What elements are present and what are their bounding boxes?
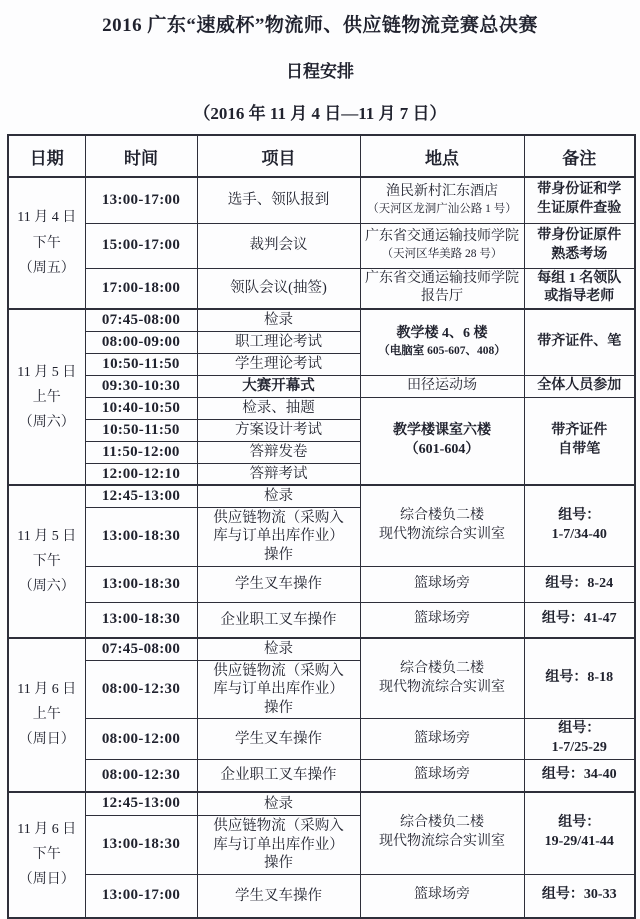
note-line: 组号：41-47 xyxy=(541,611,617,627)
item-line: 大赛开幕式 xyxy=(242,378,315,395)
item-line: 选手、领队报到 xyxy=(227,191,330,208)
date-line: （周六） xyxy=(18,414,75,430)
time-cell: 10:50-11:50 xyxy=(85,353,197,375)
location-subline: （天河区龙洞广汕公路 1 号） xyxy=(367,202,517,215)
item-cell xyxy=(197,375,360,397)
location-line: 篮球场旁 xyxy=(414,575,470,591)
col-header-time: 时间 xyxy=(85,135,197,177)
table-row xyxy=(8,760,635,792)
note-line: 熟悉考场 xyxy=(551,246,608,262)
location-line: 篮球场旁 xyxy=(414,887,470,903)
date-cell xyxy=(8,177,85,309)
item-line: 库与订单出库作业） xyxy=(213,836,344,853)
item-cell xyxy=(197,566,360,602)
item-cell xyxy=(197,485,360,507)
note-line: 带身份证和学 xyxy=(537,182,622,198)
item-cell xyxy=(197,816,360,875)
date-line: （周日） xyxy=(18,872,75,888)
note-line: 组号： xyxy=(558,508,601,524)
time-cell: 08:00-09:00 xyxy=(85,331,197,353)
location-cell xyxy=(360,602,524,638)
note-cell xyxy=(524,792,635,875)
item-line: 学生叉车操作 xyxy=(235,730,322,747)
date-line: 上午 xyxy=(32,389,61,405)
time-cell: 15:00-17:00 xyxy=(85,223,197,268)
item-line: 库与订单出库作业） xyxy=(213,528,344,545)
date-line: 11 月 5 日 xyxy=(17,364,77,380)
note-line: 生证原件查验 xyxy=(537,201,622,217)
time-cell: 13:00-18:30 xyxy=(85,816,197,875)
date-line: 11 月 6 日 xyxy=(17,822,77,838)
item-cell xyxy=(197,331,360,353)
date-line: 11 月 5 日 xyxy=(17,528,77,544)
document-header xyxy=(0,10,640,124)
date-line: 11 月 6 日 xyxy=(17,682,77,698)
time-cell: 08:00-12:00 xyxy=(85,719,197,760)
time-cell: 08:00-12:30 xyxy=(85,760,197,792)
item-line: 学生叉车操作 xyxy=(235,887,322,904)
location-cell xyxy=(360,309,524,375)
item-line: 检录 xyxy=(264,312,293,329)
time-cell: 08:00-12:30 xyxy=(85,660,197,719)
date-line: （周六） xyxy=(18,579,75,595)
date-line: （周五） xyxy=(18,260,75,276)
item-line: 供应链物流（采购入 xyxy=(213,662,344,679)
location-line: 现代物流综合实训室 xyxy=(379,526,505,542)
table-header-row xyxy=(8,135,635,177)
time-cell: 12:45-13:00 xyxy=(85,485,197,507)
date-cell xyxy=(8,309,85,485)
location-line: 现代物流综合实训室 xyxy=(379,679,505,695)
page-subtitle: 日程安排 xyxy=(286,62,354,81)
table-row xyxy=(8,719,635,760)
table-row xyxy=(8,375,635,397)
time-cell: 07:45-08:00 xyxy=(85,309,197,331)
item-line: 企业职工叉车操作 xyxy=(220,611,337,628)
date-line: 下午 xyxy=(32,235,61,251)
page-daterange: （2016 年 11 月 4 日—11 月 7 日） xyxy=(193,104,447,123)
location-cell xyxy=(360,397,524,485)
note-line: 1-7/34-40 xyxy=(551,526,607,542)
date-cell xyxy=(8,638,85,791)
item-cell xyxy=(197,419,360,441)
note-cell xyxy=(524,177,635,223)
time-cell: 13:00-17:00 xyxy=(85,874,197,918)
note-line: 组号：34-40 xyxy=(541,766,617,782)
item-cell xyxy=(197,760,360,792)
table-row xyxy=(8,485,635,507)
note-cell xyxy=(524,485,635,566)
date-line: 下午 xyxy=(32,847,61,863)
location-line: 渔民新村汇东酒店 xyxy=(386,184,498,200)
location-line: 综合楼负二楼 xyxy=(400,815,484,831)
time-cell: 07:45-08:00 xyxy=(85,638,197,660)
table-row xyxy=(8,223,635,268)
location-subline: （电脑室 605-607、408） xyxy=(378,345,506,358)
location-line: 教学楼课室六楼 xyxy=(393,423,491,439)
item-cell xyxy=(197,507,360,566)
time-cell: 13:00-17:00 xyxy=(85,177,197,223)
item-cell xyxy=(197,602,360,638)
page-title: 2016 广东“速威杯”物流师、供应链物流竞赛总决赛 xyxy=(102,15,538,36)
item-cell xyxy=(197,638,360,660)
location-cell xyxy=(360,223,524,268)
note-line: 带身份证原件 xyxy=(537,227,622,243)
table-row xyxy=(8,397,635,419)
note-cell xyxy=(524,638,635,719)
note-cell xyxy=(524,397,635,485)
col-header-note: 备注 xyxy=(524,135,635,177)
item-cell xyxy=(197,441,360,463)
table-row xyxy=(8,566,635,602)
item-cell xyxy=(197,792,360,816)
time-cell: 10:40-10:50 xyxy=(85,397,197,419)
time-cell: 13:00-18:30 xyxy=(85,566,197,602)
time-cell: 12:45-13:00 xyxy=(85,792,197,816)
document-page xyxy=(0,10,640,905)
location-cell xyxy=(360,638,524,719)
location-cell xyxy=(360,485,524,566)
item-cell xyxy=(197,463,360,485)
location-cell xyxy=(360,375,524,397)
time-cell: 13:00-18:30 xyxy=(85,507,197,566)
location-cell xyxy=(360,177,524,223)
time-cell: 11:50-12:00 xyxy=(85,441,197,463)
note-line: 或指导老师 xyxy=(544,289,615,305)
table-row xyxy=(8,874,635,918)
note-cell xyxy=(524,375,635,397)
location-line: 综合楼负二楼 xyxy=(400,660,484,676)
date-cell xyxy=(8,792,85,919)
table-row xyxy=(8,177,635,223)
date-line: 下午 xyxy=(32,554,61,570)
note-line: 组号： xyxy=(558,815,601,831)
item-line: 答辩发卷 xyxy=(249,444,308,461)
table-row xyxy=(8,792,635,816)
item-cell xyxy=(197,223,360,268)
note-cell xyxy=(524,874,635,918)
note-cell xyxy=(524,268,635,309)
item-cell xyxy=(197,660,360,719)
note-line: 带齐证件 xyxy=(551,423,608,439)
location-cell xyxy=(360,792,524,875)
item-line: 裁判会议 xyxy=(249,237,308,254)
note-line: 带齐证件、笔 xyxy=(537,334,622,350)
time-cell: 10:50-11:50 xyxy=(85,419,197,441)
item-cell xyxy=(197,874,360,918)
location-line: 综合楼负二楼 xyxy=(400,508,484,524)
location-line: （601-604） xyxy=(404,442,480,458)
note-line: 组号：30-33 xyxy=(541,887,617,903)
item-line: 领队会议(抽签) xyxy=(230,280,327,297)
item-cell xyxy=(197,397,360,419)
col-header-date: 日期 xyxy=(8,135,85,177)
location-line: 教学楼 4、6 楼 xyxy=(396,326,488,342)
item-cell xyxy=(197,268,360,309)
item-line: 学生叉车操作 xyxy=(235,575,322,592)
note-line: 组号：8-18 xyxy=(545,670,614,686)
note-line: 19-29/41-44 xyxy=(544,834,614,850)
location-line: 篮球场旁 xyxy=(414,766,470,782)
date-cell xyxy=(8,485,85,638)
item-line: 操作 xyxy=(264,699,293,716)
location-cell xyxy=(360,268,524,309)
time-cell: 09:30-10:30 xyxy=(85,375,197,397)
col-header-item: 项目 xyxy=(197,135,360,177)
location-line: 广东省交通运输技师学院 xyxy=(365,270,519,286)
location-subline: （天河区华美路 28 号） xyxy=(381,248,503,261)
item-line: 检录、抽题 xyxy=(242,400,315,417)
item-line: 操作 xyxy=(264,547,293,564)
time-cell: 12:00-12:10 xyxy=(85,463,197,485)
location-cell xyxy=(360,760,524,792)
note-line: 1-7/25-29 xyxy=(551,740,607,756)
note-cell xyxy=(524,719,635,760)
note-line: 自带笔 xyxy=(558,442,601,458)
note-line: 组号：8-24 xyxy=(545,575,614,591)
item-line: 企业职工叉车操作 xyxy=(220,767,337,783)
table-row xyxy=(8,268,635,309)
item-line: 检录 xyxy=(264,795,293,812)
location-line: 报告厅 xyxy=(421,289,463,305)
location-line: 广东省交通运输技师学院 xyxy=(365,229,519,245)
note-cell xyxy=(524,602,635,638)
table-row xyxy=(8,309,635,331)
note-cell xyxy=(524,566,635,602)
table-row xyxy=(8,602,635,638)
item-cell xyxy=(197,177,360,223)
item-line: 检录 xyxy=(264,488,293,505)
item-line: 供应链物流（采购入 xyxy=(213,818,344,835)
item-line: 库与订单出库作业） xyxy=(213,681,344,698)
note-cell xyxy=(524,309,635,375)
location-line: 篮球场旁 xyxy=(414,730,470,746)
note-cell xyxy=(524,223,635,268)
item-line: 学生理论考试 xyxy=(235,356,322,373)
date-line: 11 月 4 日 xyxy=(17,210,77,226)
col-header-location: 地点 xyxy=(360,135,524,177)
item-line: 供应链物流（采购入 xyxy=(213,509,344,526)
item-line: 方案设计考试 xyxy=(235,422,322,439)
time-cell: 13:00-18:30 xyxy=(85,602,197,638)
note-line: 每组 1 名领队 xyxy=(537,270,622,286)
note-line: 组号： xyxy=(558,721,601,737)
item-line: 职工理论考试 xyxy=(235,334,322,351)
time-cell: 17:00-18:00 xyxy=(85,268,197,309)
item-cell xyxy=(197,719,360,760)
item-line: 检录 xyxy=(264,641,293,658)
location-line: 篮球场旁 xyxy=(414,611,470,627)
date-line: （周日） xyxy=(18,732,75,748)
table-row xyxy=(8,638,635,660)
note-line: 全体人员参加 xyxy=(537,377,622,393)
location-cell xyxy=(360,566,524,602)
note-cell xyxy=(524,760,635,792)
location-line: 田径运动场 xyxy=(407,377,477,393)
item-cell xyxy=(197,353,360,375)
item-line: 答辩考试 xyxy=(249,465,308,482)
location-cell xyxy=(360,874,524,918)
schedule-table xyxy=(7,134,636,919)
location-cell xyxy=(360,719,524,760)
item-cell xyxy=(197,309,360,331)
item-line: 操作 xyxy=(264,855,293,872)
location-line: 现代物流综合实训室 xyxy=(379,834,505,850)
date-line: 上午 xyxy=(32,707,61,723)
